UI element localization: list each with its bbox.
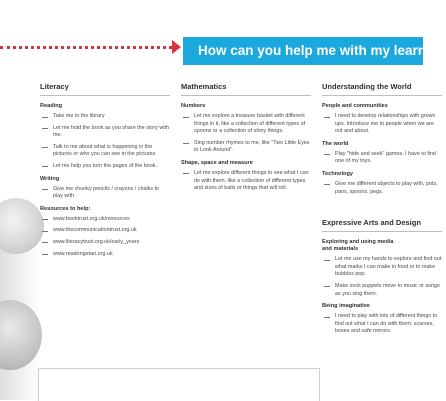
list-item: Let me explore a treasure basket with different things in it, like a collection of different types of spoons or a collection of shiny things. bbox=[181, 113, 311, 136]
list-item: Talk to me about what is happening in the pictures or who you can see in the pictures. bbox=[40, 144, 170, 159]
resource-link[interactable]: www.readongetan.org.uk bbox=[40, 251, 170, 259]
world-heading: The world bbox=[322, 140, 349, 147]
shape-heading: Shape, space and measure bbox=[181, 159, 253, 166]
mathematics-column bbox=[181, 82, 311, 197]
list-item: Make sock puppets move to music or songs as you sing them. bbox=[322, 283, 442, 298]
exploring-heading: Exploring and using media bbox=[322, 239, 394, 246]
list-item: Give me chunky pencils / crayons / chalks to play with bbox=[40, 186, 170, 201]
list-item: Play "hide and seek" games. I have to find one of my toys. bbox=[322, 151, 442, 166]
resources-list bbox=[40, 216, 170, 258]
list-item: Take me to the library bbox=[40, 113, 170, 121]
literacy-column bbox=[40, 82, 170, 262]
resource-link[interactable]: www.booktrust.org.uk/resources bbox=[40, 216, 170, 224]
reading-heading: Reading bbox=[40, 103, 63, 109]
page-edge bbox=[38, 368, 320, 401]
imaginative-list bbox=[322, 313, 442, 336]
expressive-heading: Expressive Arts and Design bbox=[322, 218, 442, 232]
understanding-heading: Understanding the World bbox=[322, 82, 442, 96]
arrow-head-icon bbox=[172, 40, 181, 54]
mathematics-heading: Mathematics bbox=[181, 82, 311, 96]
numbers-heading: Numbers bbox=[181, 103, 206, 109]
people-list bbox=[322, 113, 442, 136]
understanding-column bbox=[322, 82, 442, 340]
list-item: Let me explore different things to see what I can do with them, like a collection of different types and sizes of balls or things that will roll. bbox=[181, 170, 311, 193]
resource-link[interactable]: www.literacytrust.org.uk/early_years bbox=[40, 239, 170, 247]
list-item: Let me hold the book as you share the story with me. bbox=[40, 125, 170, 140]
resources-heading: Resources to help: bbox=[40, 205, 91, 212]
list-item: I need to develop relationships with grown ups. Introduce me to people when we are out and about. bbox=[322, 113, 442, 136]
numbers-list bbox=[181, 113, 311, 155]
shape-list bbox=[181, 170, 311, 193]
technology-heading: Technology bbox=[322, 170, 353, 177]
world-list bbox=[322, 151, 442, 166]
list-item: Let me use my hands to explore and find out what marks I can make in food or to make bubbles pop. bbox=[322, 256, 442, 279]
literacy-heading: Literacy bbox=[40, 82, 170, 96]
resource-link[interactable]: www.thecommunicationtrust.org.uk bbox=[40, 227, 170, 235]
imaginative-heading: Being imaginative bbox=[322, 303, 370, 310]
list-item: Give me different objects to play with, pots, pans, spoons, pegs. bbox=[322, 181, 442, 196]
reading-list bbox=[40, 113, 170, 171]
dotted-arrow-line bbox=[0, 46, 178, 49]
people-heading: People and communities bbox=[322, 103, 388, 109]
list-item: I need to play with lots of different things to find out what I can do with them: scarves, boxes and safe mirrors. bbox=[322, 313, 442, 336]
writing-list bbox=[40, 186, 170, 201]
list-item: Sing number rhymes to me, like "Two Little Eyes to Look Around". bbox=[181, 140, 311, 155]
child-photo-fragment bbox=[0, 198, 44, 254]
writing-heading: Writing bbox=[40, 175, 60, 182]
technology-list bbox=[322, 181, 442, 196]
page-title-banner: How can you help me with my learning bbox=[183, 37, 423, 65]
exploring-list bbox=[322, 256, 442, 298]
exploring-heading-line-2: and materials bbox=[322, 246, 359, 253]
list-item: Let me help you turn the pages of the book. bbox=[40, 163, 170, 171]
